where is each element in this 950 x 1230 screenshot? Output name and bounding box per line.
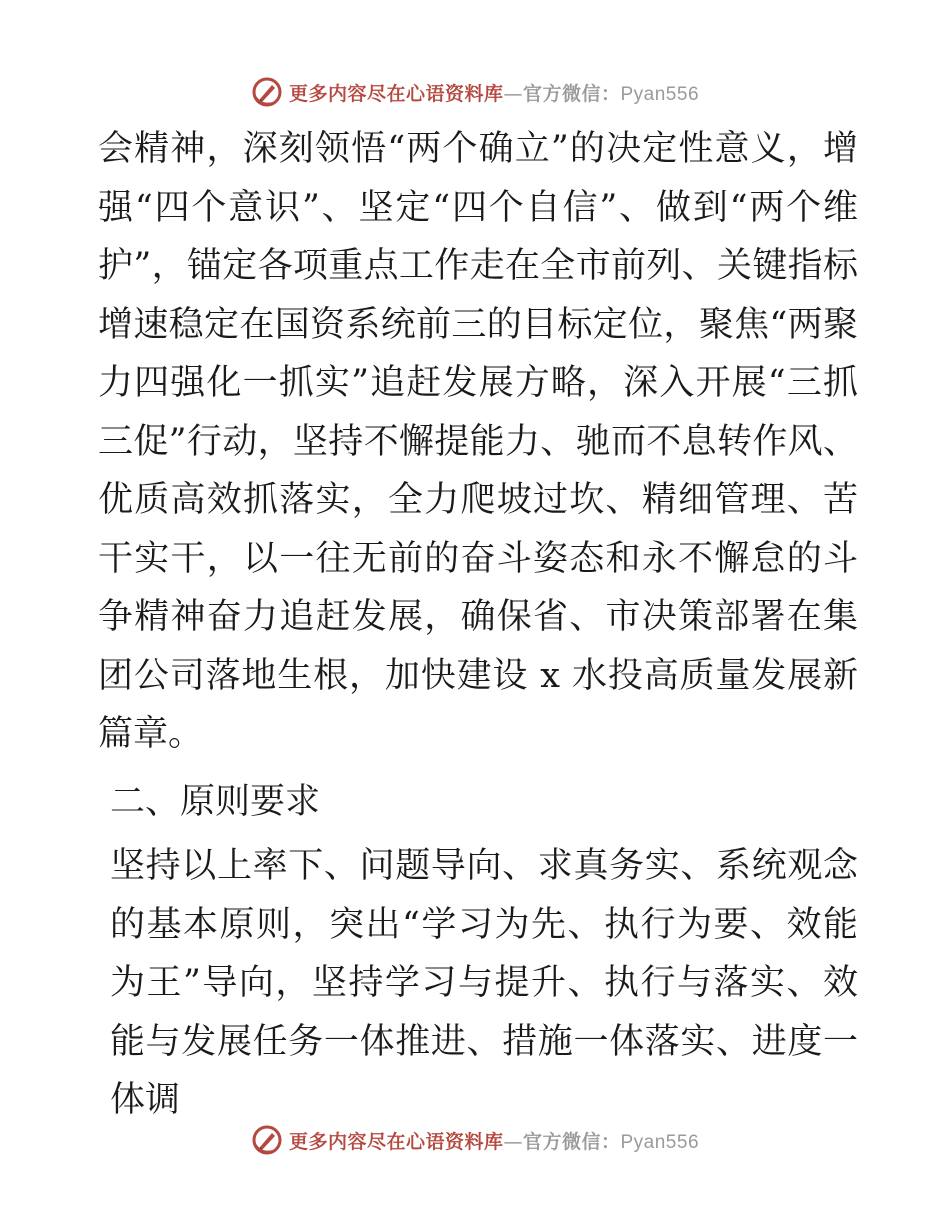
watermark-text bbox=[289, 79, 699, 106]
header-watermark bbox=[0, 72, 950, 112]
watermark-text bbox=[289, 1127, 699, 1154]
body-paragraph: 坚持以上率下、问题导向、求真务实、系统观念的基本原则，突出“学习为先、执行为要、效能为王”导向，坚持学习与提升、执行与落实、效能与发展任务一体推进、措施一体落实、进度一体调 bbox=[110, 846, 858, 1120]
watermark-wechat-id: Pyan556 bbox=[620, 83, 700, 105]
watermark-main-text: 更多内容尽在心语资料库 bbox=[288, 82, 504, 105]
watermark-dash: — bbox=[503, 82, 523, 105]
pen-logo-icon bbox=[251, 76, 283, 108]
body-paragraph: 会精神，深刻领悟“两个确立”的决定性意义，增强“四个意识”、坚定“四个自信”、做到“两个维护”，锚定各项重点工作走在全市前列、关键指标增速稳定在国资系统前三的目标定位，聚焦“两聚力四强化一抓实”追赶发展方略，深入开展“三抓三促”行动，坚持不懈提能力、驰而不息转作风、优质高效抓落实，全力爬坡过坎、精细管理、苦干实干，以一往无前的奋斗姿态和永不懈怠的斗争精神奋力追赶发展，确保省、市决策部署在集团公司落地生根，加快建设 x 水投高质量发展新篇章。 bbox=[98, 129, 858, 754]
watermark-main-text: 更多内容尽在心语资料库 bbox=[288, 1130, 504, 1153]
document-body bbox=[98, 120, 858, 1130]
watermark-wechat-label: 官方微信： bbox=[522, 1130, 621, 1153]
section-heading: 二、原则要求 bbox=[110, 781, 321, 822]
watermark-dash: — bbox=[503, 1130, 523, 1153]
watermark-wechat-label: 官方微信： bbox=[522, 82, 621, 105]
watermark-wechat-id: Pyan556 bbox=[620, 1131, 700, 1153]
footer-watermark bbox=[0, 1120, 950, 1160]
pen-logo-icon bbox=[251, 1124, 283, 1156]
